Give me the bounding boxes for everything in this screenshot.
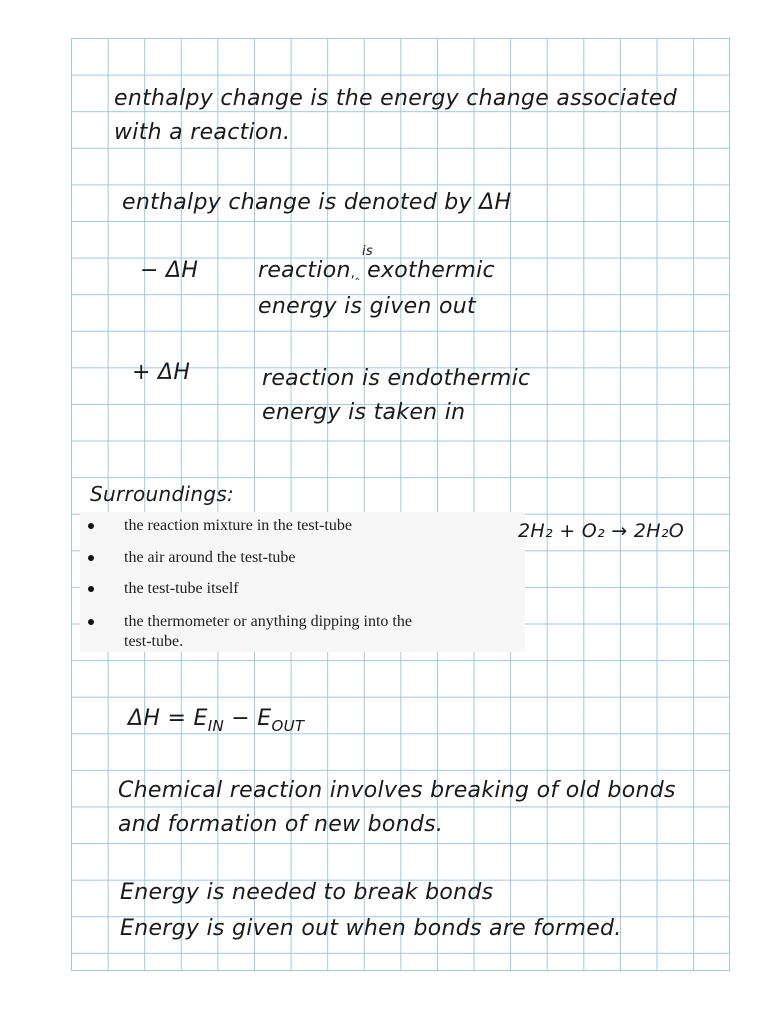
- water-formation-equation: 2H₂ + O₂ → 2H₂O: [518, 520, 685, 542]
- bonds-line-1: Chemical reaction involves breaking of old bonds: [118, 778, 676, 803]
- bullet-icon: [88, 523, 94, 529]
- positive-delta-h-symbol: + ΔH: [132, 360, 191, 385]
- delta-h-formula: [128, 706, 305, 735]
- formula-lhs: ΔH = E: [128, 706, 208, 731]
- energy-given-out-bonds-line: Energy is given out when bonds are formed.: [120, 916, 622, 941]
- energy-given-out-line: energy is given out: [258, 294, 476, 319]
- endothermic-line: reaction is endothermic: [262, 366, 531, 391]
- exothermic-line: [258, 258, 495, 283]
- formula-minus: − E: [223, 706, 272, 731]
- bullet-icon: [88, 555, 94, 561]
- exothermic-line-end: exothermic: [367, 258, 495, 283]
- energy-needed-line: Energy is needed to break bonds: [120, 880, 494, 905]
- energy-taken-in-line: energy is taken in: [262, 400, 466, 425]
- delta-h-notation-line: enthalpy change is denoted by ΔH: [122, 190, 512, 215]
- exothermic-line-start: reaction: [258, 258, 351, 283]
- surroundings-heading: Surroundings:: [90, 482, 235, 506]
- bonds-line-2: and formation of new bonds.: [118, 812, 444, 837]
- formula-in-subscript: IN: [207, 717, 224, 735]
- insertion-caret-icon: ,‸: [350, 266, 360, 281]
- definition-line-1: enthalpy change is the energy change associated: [114, 86, 678, 111]
- negative-delta-h-symbol: − ΔH: [140, 258, 199, 283]
- bullet-icon: [88, 586, 94, 592]
- printed-surroundings-list: the reaction mixture in the test-tube the air around the test-tube the test-tube itself the thermometer or anything dipping into the test-tube.: [80, 512, 525, 652]
- definition-line-2: with a reaction.: [114, 120, 291, 145]
- inserted-is-word: is: [362, 244, 373, 259]
- formula-out-subscript: OUT: [271, 717, 305, 735]
- bullet-icon: [88, 619, 94, 625]
